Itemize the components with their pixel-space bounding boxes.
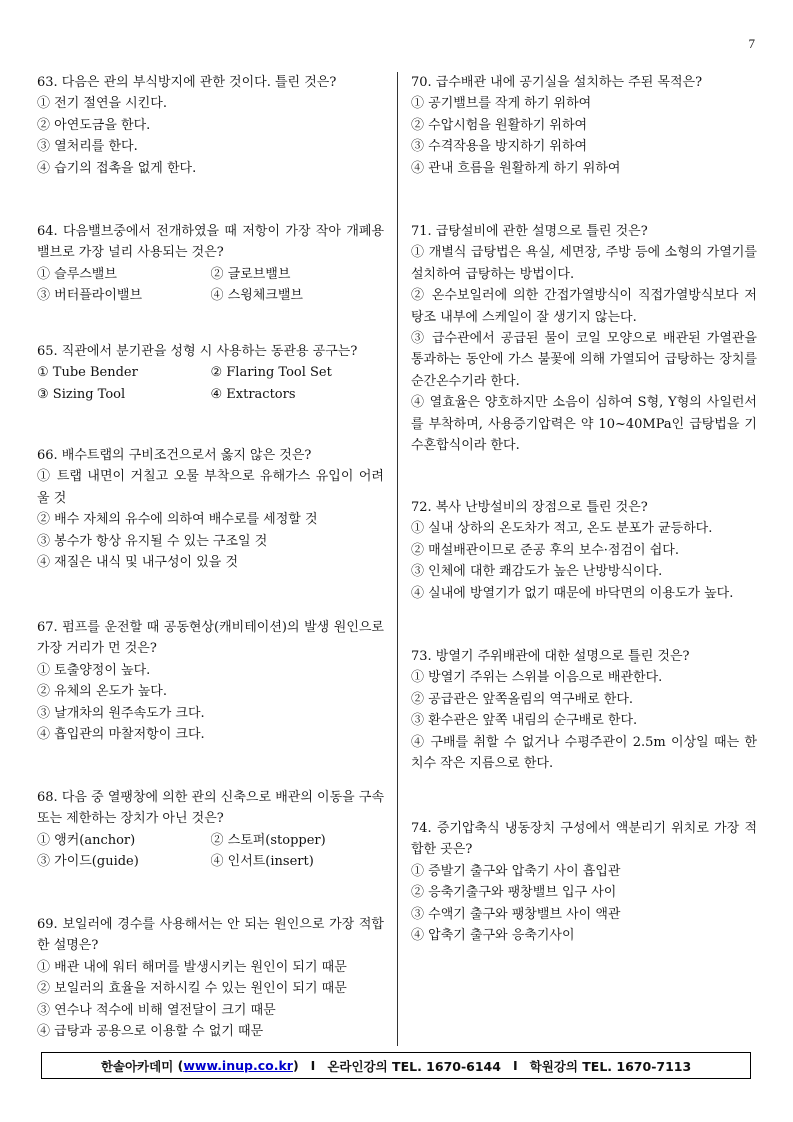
option: ① 공기밸브를 작게 하기 위하여 bbox=[411, 96, 592, 112]
footer-separator: I bbox=[512, 1058, 518, 1073]
question-stem: 72. 복사 난방설비의 장점으로 틀린 것은? bbox=[411, 500, 648, 515]
option: ① Tube Bender bbox=[37, 365, 138, 381]
option: ① 개별식 급탕법은 욕실, 세면장, 주방 등에 소형의 가열기를 설치하여 급탕하는 방법이다. bbox=[411, 245, 757, 282]
option: ② 보일러의 효율을 저하시킬 수 있는 원인이 되기 때문 bbox=[37, 981, 347, 997]
option: ③ 버터플라이밸브 bbox=[37, 288, 143, 304]
question-63 bbox=[37, 72, 384, 221]
option: ③ 열처리를 한다. bbox=[37, 139, 138, 155]
left-column bbox=[37, 72, 384, 1042]
option: ④ 구배를 취할 수 없거나 수평주관이 2.5m 이상일 때는 한 치수 작은 지름으로 한다. bbox=[411, 734, 757, 772]
option: ① 증발기 출구와 압축기 사이 흡입관 bbox=[411, 863, 621, 879]
question-74 bbox=[411, 818, 757, 946]
option: ② 유체의 온도가 높다. bbox=[37, 684, 167, 700]
question-stem: 64. 다음밸브중에서 전개하였을 때 저항이 가장 작아 개폐용밸브로 가장 널리 사용되는 것은? bbox=[37, 224, 384, 261]
option: ④ 압축기 출구와 응축기사이 bbox=[411, 928, 575, 944]
question-stem: 63. 다음은 관의 부식방지에 관한 것이다. 틀린 것은? bbox=[37, 75, 337, 90]
footer-banner bbox=[41, 1052, 751, 1079]
question-stem: 66. 배수트랩의 구비조건으로서 옳지 않은 것은? bbox=[37, 448, 312, 463]
option: ② Flaring Tool Set bbox=[210, 365, 332, 381]
option: ③ 봉수가 항상 유지될 수 있는 구조일 것 bbox=[37, 533, 268, 549]
option: ② 온수보일러에 의한 간접가열방식이 직접가열방식보다 저탕조 내부에 스케일이 잘 생기지 않는다. bbox=[411, 288, 757, 325]
option: ④ 흡입관의 마찰저항이 크다. bbox=[37, 727, 205, 743]
question-67 bbox=[37, 617, 384, 787]
footer-website-link[interactable]: www.inup.co.kr bbox=[183, 1058, 293, 1073]
option: ② 배수 자체의 유수에 의하여 배수로를 세정할 것 bbox=[37, 512, 318, 528]
option: ② 글로브밸브 bbox=[210, 266, 291, 282]
option: ② 수압시험을 원활하기 위하여 bbox=[411, 117, 588, 133]
question-68 bbox=[37, 787, 384, 914]
footer-brand: 한솔아카데미 bbox=[100, 1058, 174, 1074]
option: ④ 열효율은 양호하지만 소음이 심하여 S형, Y형의 사일런서를 부착하며, 사용증기압력은 약 10~40MPa인 급탕법을 기수혼합식이라 한다. bbox=[411, 395, 757, 454]
question-71 bbox=[411, 221, 757, 497]
option: ① 배관 내에 워터 해머를 발생시키는 원인이 되기 때문 bbox=[37, 959, 347, 975]
option: ① 앵커(anchor) bbox=[37, 832, 136, 848]
page-number: 7 bbox=[748, 36, 755, 51]
option: ④ 습기의 접촉을 없게 한다. bbox=[37, 160, 197, 176]
question-stem: 65. 직관에서 분기관을 성형 시 사용하는 동관용 공구는? bbox=[37, 344, 358, 359]
option: ③ 연수나 적수에 비해 열전달이 크기 때문 bbox=[37, 1002, 276, 1018]
option: ④ 급탕과 공용으로 이용할 수 없기 때문 bbox=[37, 1024, 264, 1040]
question-73 bbox=[411, 646, 757, 818]
question-stem: 73. 방열기 주위배관에 대한 설명으로 틀린 것은? bbox=[411, 649, 690, 664]
column-divider bbox=[397, 72, 398, 1046]
right-column bbox=[411, 72, 757, 946]
question-70 bbox=[411, 72, 757, 221]
footer-online-phone: 온라인강의 TEL. 1670-6144 bbox=[327, 1058, 501, 1074]
question-stem: 74. 증기압축식 냉동장치 구성에서 액분리기 위치로 가장 적합한 곳은? bbox=[411, 821, 757, 858]
option: ④ 인서트(insert) bbox=[210, 854, 314, 870]
option: ③ 수액기 출구와 팽창밸브 사이 액관 bbox=[411, 906, 621, 922]
option: ② 응축기출구와 팽창밸브 입구 사이 bbox=[411, 885, 617, 901]
option: ③ 환수관은 앞쪽 내림의 순구배로 한다. bbox=[411, 713, 638, 729]
footer-separator: I bbox=[310, 1058, 316, 1073]
question-stem: 67. 펌프를 운전할 때 공동현상(캐비테이션)의 발생 원인으로 가장 거리가 먼 것은? bbox=[37, 620, 384, 657]
option: ④ 관내 흐름을 원활하게 하기 위하여 bbox=[411, 160, 621, 176]
option: ③ 급수관에서 공급된 물이 코일 모양으로 배관된 가열관을 통과하는 동안에 가스 불꽃에 의해 가열되어 급탕하는 장치를 순간온수기라 한다. bbox=[411, 331, 757, 389]
question-66 bbox=[37, 445, 384, 617]
option: ① 방열기 주위는 스위블 이음으로 배관한다. bbox=[411, 670, 663, 686]
question-65 bbox=[37, 341, 384, 445]
option: ③ Sizing Tool bbox=[37, 386, 126, 402]
option: ③ 인체에 대한 쾌감도가 높은 난방방식이다. bbox=[411, 564, 663, 580]
option: ③ 날개차의 원주속도가 크다. bbox=[37, 705, 205, 721]
option: ④ 실내에 방열기가 없기 때문에 바닥면의 이용도가 높다. bbox=[411, 585, 734, 601]
option: ① 트랩 내면이 거칠고 오물 부착으로 유해가스 유입이 어려울 것 bbox=[37, 469, 384, 506]
option: ④ 스윙체크밸브 bbox=[210, 288, 303, 304]
option: ① 전기 절연을 시킨다. bbox=[37, 96, 167, 112]
question-stem: 71. 급탕설비에 관한 설명으로 틀린 것은? bbox=[411, 224, 648, 239]
question-stem: 70. 급수배관 내에 공기실을 설치하는 주된 목적은? bbox=[411, 75, 703, 90]
option: ④ Extractors bbox=[210, 386, 296, 402]
option: ② 매설배관이므로 준공 후의 보수·점검이 쉽다. bbox=[411, 542, 679, 558]
option: ② 스토퍼(stopper) bbox=[210, 832, 326, 848]
option: ① 실내 상하의 온도차가 적고, 온도 분포가 균등하다. bbox=[411, 521, 713, 537]
question-stem: 68. 다음 중 열팽창에 의한 관의 신축으로 배관의 이동을 구속 또는 제한하는 장치가 아닌 것은? bbox=[37, 790, 384, 827]
option: ② 아연도금을 한다. bbox=[37, 117, 151, 133]
question-72 bbox=[411, 497, 757, 646]
option: ④ 재질은 내식 및 내구성이 있을 것 bbox=[37, 555, 239, 571]
option: ① 슬루스밸브 bbox=[37, 266, 117, 282]
footer-academy-phone: 학원강의 TEL. 1670-7113 bbox=[529, 1058, 692, 1074]
footer-paren-open: ( bbox=[173, 1058, 184, 1073]
option: ③ 가이드(guide) bbox=[37, 854, 139, 870]
option: ② 공급관은 앞쪽올림의 역구배로 한다. bbox=[411, 691, 634, 707]
option: ① 토출양정이 높다. bbox=[37, 662, 151, 678]
question-64 bbox=[37, 221, 384, 341]
option: ③ 수격작용을 방지하기 위하여 bbox=[411, 139, 588, 155]
footer-paren-close: ) bbox=[292, 1058, 299, 1073]
question-69 bbox=[37, 914, 384, 1042]
question-stem: 69. 보일러에 경수를 사용해서는 안 되는 원인으로 가장 적합한 설명은? bbox=[37, 917, 384, 954]
